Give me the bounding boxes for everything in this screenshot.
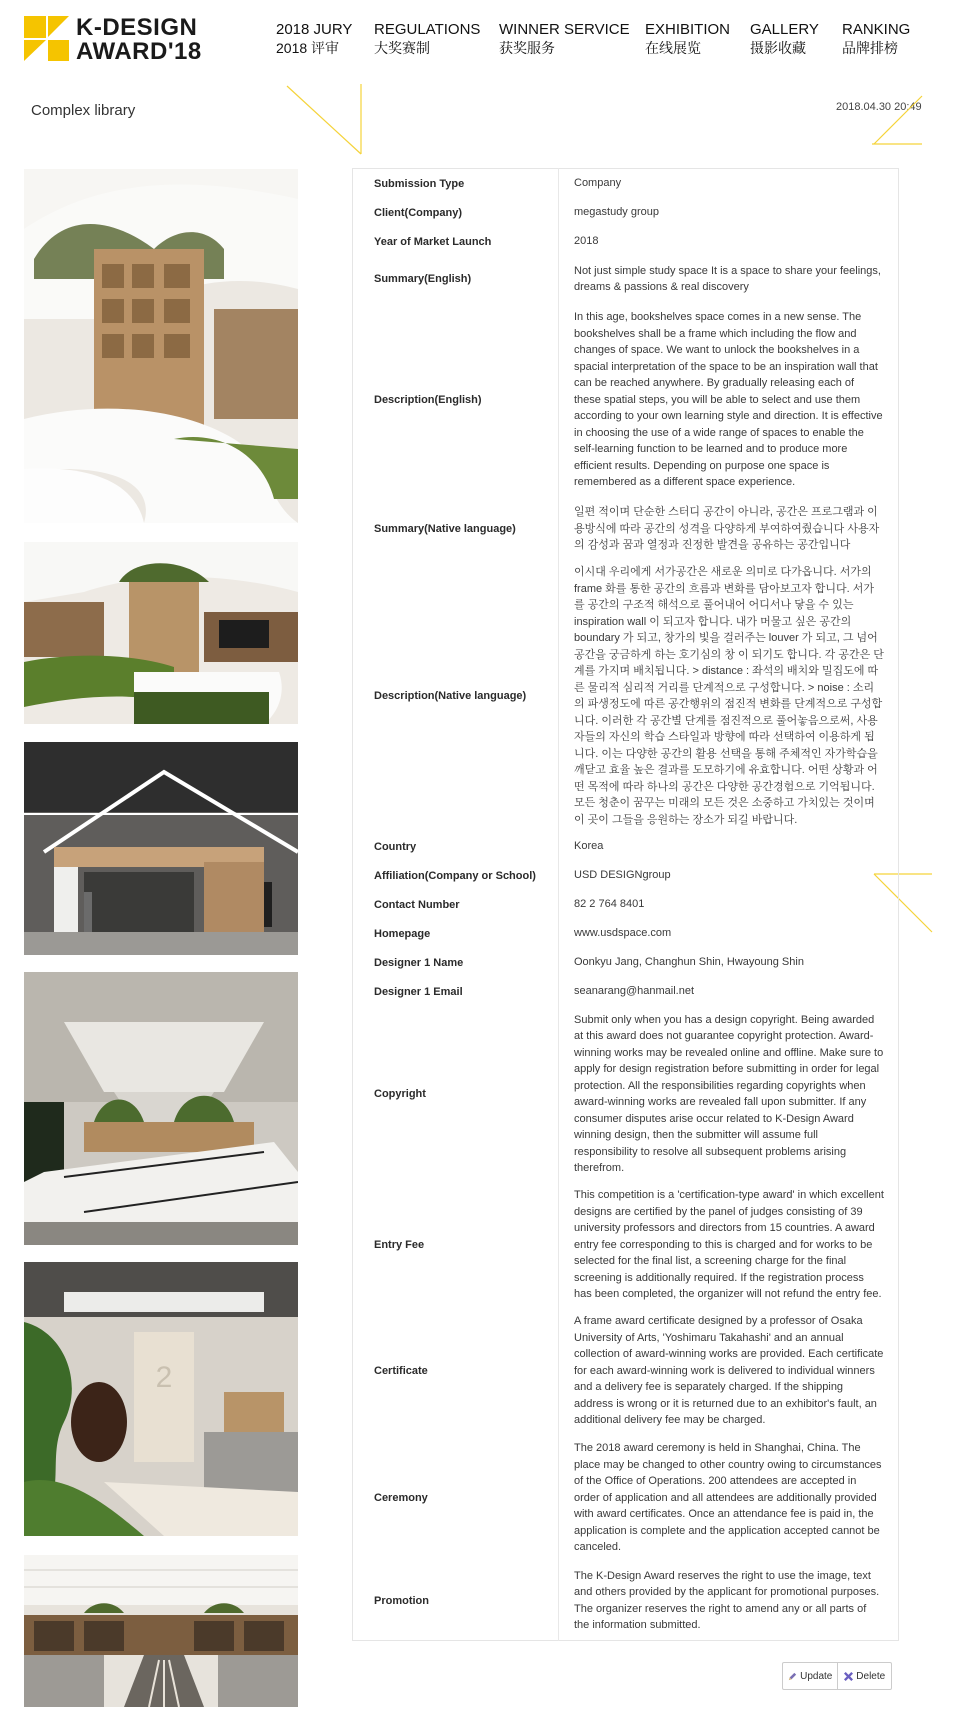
row-value: USD DESIGNgroup <box>574 869 671 882</box>
project-photo-4[interactable] <box>24 972 298 1245</box>
table-row <box>353 1006 899 1182</box>
project-photo-3[interactable] <box>24 742 298 955</box>
row-label: Affiliation(Company or School) <box>353 861 559 890</box>
nav-label-cn: 2018 评审 <box>276 40 340 56</box>
row-value: 82 2 764 8401 <box>574 898 645 911</box>
table-row <box>353 560 899 832</box>
table-row <box>353 302 899 498</box>
logo-line2: AWARD'18 <box>76 38 202 65</box>
update-label: Update <box>800 1670 833 1682</box>
library-photo-3 <box>24 742 298 955</box>
row-label: Country <box>353 832 559 861</box>
project-photo-5[interactable] <box>24 1262 298 1536</box>
delete-x-icon <box>843 1671 854 1682</box>
row-value: megastudy group <box>574 206 659 219</box>
row-label: Ceremony <box>353 1434 559 1562</box>
row-value: Not just simple study space It is a space to share your feelings, dreams & passions & real discovery <box>574 264 881 293</box>
library-photo-6 <box>24 1555 298 1707</box>
main-nav <box>276 21 970 61</box>
table-row <box>353 169 899 199</box>
logo-text <box>76 16 202 64</box>
nav-label-cn: 获奖服务 <box>499 40 555 56</box>
row-label: Promotion <box>353 1562 559 1640</box>
row-label: Summary(English) <box>353 256 559 302</box>
row-label: Copyright <box>353 1006 559 1182</box>
nav-label-en: RANKING <box>842 21 911 38</box>
nav-label-en: GALLERY <box>750 21 819 38</box>
decorative-lines-top <box>285 84 365 158</box>
table-row <box>353 919 899 948</box>
post-timestamp: 2018.04.30 20:49 <box>836 101 922 113</box>
logo-mark-icon <box>24 16 69 61</box>
post-actions <box>782 1662 892 1690</box>
email-link[interactable]: seanarang@hanmail.net <box>574 985 695 998</box>
row-label: Client(Company) <box>353 198 559 227</box>
nav-label-en: WINNER SERVICE <box>499 21 630 38</box>
nav-label-en: EXHIBITION <box>645 21 731 38</box>
decorative-lines-top-right <box>872 94 924 146</box>
table-row <box>353 498 899 560</box>
delete-label: Delete <box>856 1670 886 1682</box>
project-photo-1[interactable] <box>24 169 298 523</box>
row-value: 일편 적이며 단순한 스터디 공간이 아니라, 공간은 프로그램과 이용방식에 따라 공간의 성격을 다양하게 부여하여줬습니다 사용자의 감성과 꿈과 열정과 진정한 발견을 공유하는 공간입니다 <box>574 506 880 552</box>
row-label: Year of Market Launch <box>353 227 559 256</box>
table-row <box>353 861 899 890</box>
row-label: Designer 1 Email <box>353 977 559 1006</box>
nav-label-cn: 在线展览 <box>645 40 701 56</box>
library-photo-5 <box>24 1262 298 1536</box>
homepage-link[interactable]: www.usdspace.com <box>574 927 672 940</box>
logo-line1: K-DESIGN <box>76 14 198 41</box>
nav-item-regulations[interactable] <box>374 21 480 57</box>
nav-item-ranking[interactable] <box>842 21 910 57</box>
row-label: Description(English) <box>353 302 559 498</box>
project-photo-6[interactable] <box>24 1555 298 1707</box>
row-label: Contact Number <box>353 890 559 919</box>
table-row <box>353 256 899 302</box>
row-label: Entry Fee <box>353 1182 559 1308</box>
row-value: 이시대 우리에게 서가공간은 새로운 의미로 다가옵니다. 서가의 frame 화를 통한 공간의 흐름과 변화를 담아보고자 합니다. 서가를 공간의 구조적 해석으로 풀어내어 어디서나 닿을 수 있는 inspiration wall 이 되고자 합니다. 내가 머물고 싶은 공간의 boundary 가 되고, 창가의 빛을 걸러주는 louver 가 되고, 그 넘어 공간을 궁금하게 하는 호기심의 창 이 되기도 합니다. 각 공간은 단계를 가지며 배치됩니다. > distance : 좌석의 배치와 밀집도에 따른 물리적 심리적 거리를 단계적으로 구성합니다. > noise : 소리의 파생정도에 따른 공간행위의 점진적 변화를 단계적으로 구성합니다. 이러한 각 공간별 단계를 점진적으로 풀어놓음으로써, 사용자들의 자신의 학습 스타일과 방향에 따라 선택하여 이용하게 됩니다. 이는 다양한 공간의 활용 선택을 통해 주체적인 자가학습을 깨닫고 효율 높은 결과를 도모하기에 유효합니다. 어떤 상황과 어떤 목적에 따라 하나의 공간은 다양한 공간경험으로 기억됩니다. 모든 청춘이 꿈꾸는 미래의 모든 것은 소중하고 가치있는 것이며 이 곳이 그들을 응원하는 장소가 되길 바랍니다. <box>574 566 884 826</box>
svg-text:2: 2 <box>155 1361 173 1394</box>
nav-item-winner-service[interactable] <box>499 21 630 57</box>
nav-label-cn: 大奖赛制 <box>374 40 430 56</box>
library-photo-2 <box>24 542 298 724</box>
row-label: Homepage <box>353 919 559 948</box>
row-value: The K-Design Award reserves the right to use the image, text and others provided by the applicant for promotional purposes. The organizer reserves the right to amend any or all parts of the information submitted. <box>574 1569 880 1632</box>
nav-label-cn: 品牌排榜 <box>842 40 898 56</box>
nav-item-gallery[interactable] <box>750 21 819 57</box>
delete-button[interactable] <box>837 1663 892 1689</box>
table-row <box>353 890 899 919</box>
update-button[interactable] <box>783 1663 837 1689</box>
table-row <box>353 1562 899 1640</box>
row-value: This competition is a 'certification-type award' in which excellent designs are certified by the panel of judges consisting of 39 university professors and directors from 15 countries. A award entry fee corresponding to this is charged and for works to be selected for the final list, a screening charge for the final screening is additionally required. If the registration process has been completed, the organizer will not refund the entry fee. <box>574 1189 884 1301</box>
row-value: Submit only when you has a design copyright. Being awarded at this award does not guarantee copyright protection. Award-winning works may be revealed online and offline. Make sure to apply for design registration before submitting in order for legal protection. All the responsibilities regarding copyrights when award-winning works are revealed fall upon submitter. If any consumer disputes arise occur related to K-Design Award winning design, then the submitter will assume full responsibility to resolve all subsequent problems arising therefrom. <box>574 1013 884 1174</box>
table-row <box>353 1182 899 1308</box>
table-row <box>353 948 899 977</box>
nav-label-en: REGULATIONS <box>374 21 481 38</box>
submission-details-table <box>352 168 899 1641</box>
table-row <box>353 1308 899 1434</box>
nav-item-jury[interactable] <box>276 21 352 57</box>
library-photo-1 <box>24 169 298 523</box>
row-value: 2018 <box>574 235 599 248</box>
nav-label-cn: 摄影收藏 <box>750 40 806 56</box>
row-label: Certificate <box>353 1308 559 1434</box>
row-value: A frame award certificate designed by a professor of Osaka University of Arts, 'Yoshimaru Takahashi' and an annual collection of award-winning works are provided. Each certificate for each award-winning work is delivered to individual winners and a delivery fee is separately charged. If the shipping address is wrong or it is returned due to an exhibitor's fault, an additional delivery fee may be charged. <box>574 1315 884 1427</box>
row-value: Company <box>574 177 622 190</box>
pencil-icon <box>787 1671 798 1682</box>
row-value: Korea <box>574 840 604 853</box>
row-value: Oonkyu Jang, Changhun Shin, Hwayoung Shin <box>574 956 804 969</box>
page-title: Complex library <box>31 102 136 119</box>
row-label: Submission Type <box>353 169 559 199</box>
table-row <box>353 198 899 227</box>
row-value: The 2018 award ceremony is held in Shanghai, China. The place may be changed to other country owing to circumstances of the Office of Operations. 200 attendees are accepted in order of application and all attendees are additionally provided with award certificates. Once an attendance fee is paid in, the application is complete and the application accepted cannot be canceled. <box>574 1442 882 1554</box>
table-row <box>353 227 899 256</box>
table-row <box>353 977 899 1006</box>
row-label: Summary(Native language) <box>353 498 559 560</box>
table-row <box>353 832 899 861</box>
table-row <box>353 1434 899 1562</box>
row-label: Description(Native language) <box>353 560 559 832</box>
nav-label-en: 2018 JURY <box>276 21 353 38</box>
site-logo[interactable] <box>24 14 202 66</box>
nav-item-exhibition[interactable] <box>645 21 730 57</box>
row-value: In this age, bookshelves space comes in a new sense. The bookshelves shall be a frame which including the flow and changes of space. We want to unlock the bookshelves in a spacial interpretation of the space to be an inspiration wall that can be reached anywhere. By gradually releasing each of these spatial steps, you will be able to select and use them according to your own learning style and direction. It is effective in choosing the use of a wide range of spaces to enable the self-learning function to be learned and to produce more efficient results. Depending on purpose one space is remembered as a different space experience. <box>574 311 883 489</box>
row-label: Designer 1 Name <box>353 948 559 977</box>
library-photo-4 <box>24 972 298 1245</box>
project-photo-2[interactable] <box>24 542 298 724</box>
